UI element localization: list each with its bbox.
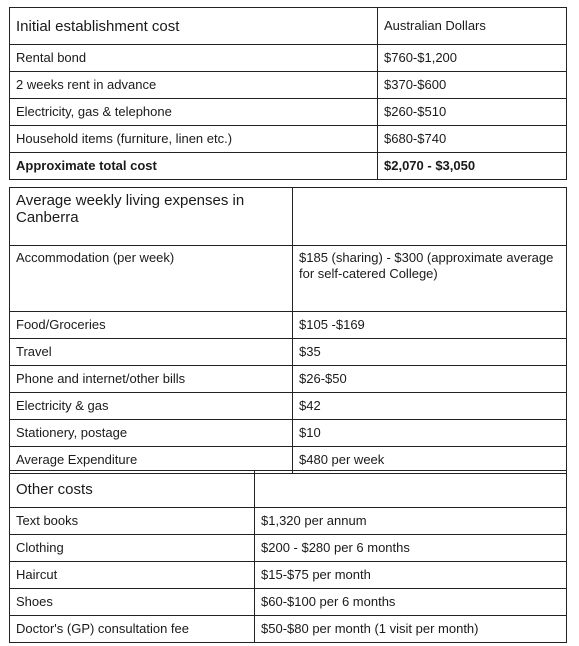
expense-value: $480 per week: [293, 447, 567, 474]
cost-item: Shoes: [10, 589, 255, 616]
table-row: [10, 508, 567, 535]
cost-value: $50-$80 per month (1 visit per month): [255, 616, 567, 643]
header-cell: Australian Dollars: [378, 8, 567, 45]
cost-item: Electricity, gas & telephone: [10, 99, 378, 126]
table-row: [10, 562, 567, 589]
expense-value: $10: [293, 420, 567, 447]
table-row: [10, 312, 567, 339]
expense-item: Food/Groceries: [10, 312, 293, 339]
table-header-row: [10, 471, 567, 508]
table-row: [10, 246, 567, 312]
table-header-row: [10, 8, 567, 45]
table-row: [10, 45, 567, 72]
expense-item: Travel: [10, 339, 293, 366]
table-header-row: [10, 188, 567, 246]
cost-item: 2 weeks rent in advance: [10, 72, 378, 99]
cost-value: $760-$1,200: [378, 45, 567, 72]
weekly-living-expenses-table: [9, 187, 567, 474]
table-row: [10, 393, 567, 420]
table-row: [10, 589, 567, 616]
expense-item: Stationery, postage: [10, 420, 293, 447]
total-row: [10, 153, 567, 180]
table-row: [10, 339, 567, 366]
cost-item: Doctor's (GP) consultation fee: [10, 616, 255, 643]
cost-item: Clothing: [10, 535, 255, 562]
cost-item: Text books: [10, 508, 255, 535]
table-row: [10, 535, 567, 562]
expense-value: $42: [293, 393, 567, 420]
cost-value: $260-$510: [378, 99, 567, 126]
expense-item: Electricity & gas: [10, 393, 293, 420]
cost-value: $60-$100 per 6 months: [255, 589, 567, 616]
expense-value: $185 (sharing) - $300 (approximate average for self-catered College): [293, 246, 567, 312]
table-row: [10, 99, 567, 126]
cost-value: $1,320 per annum: [255, 508, 567, 535]
header-cell: Initial establishment cost: [10, 8, 378, 45]
header-cell: Other costs: [10, 471, 255, 508]
initial-establishment-cost-table: [9, 7, 567, 180]
table-row: [10, 366, 567, 393]
table-row: [10, 616, 567, 643]
table-row: [10, 72, 567, 99]
table-row: [10, 126, 567, 153]
cost-value: $370-$600: [378, 72, 567, 99]
total-label: Approximate total cost: [10, 153, 378, 180]
expense-value: $35: [293, 339, 567, 366]
expense-value: $105 -$169: [293, 312, 567, 339]
expense-item: Average Expenditure: [10, 447, 293, 474]
table-row: [10, 420, 567, 447]
cost-item: Haircut: [10, 562, 255, 589]
cost-item: Household items (furniture, linen etc.): [10, 126, 378, 153]
cost-value: $15-$75 per month: [255, 562, 567, 589]
header-cell: Average weekly living expenses in Canberra: [10, 188, 293, 246]
cost-value: $680-$740: [378, 126, 567, 153]
expense-item: Accommodation (per week): [10, 246, 293, 312]
expense-item: Phone and internet/other bills: [10, 366, 293, 393]
other-costs-table: [9, 470, 567, 643]
expense-value: $26-$50: [293, 366, 567, 393]
cost-value: $200 - $280 per 6 months: [255, 535, 567, 562]
cost-item: Rental bond: [10, 45, 378, 72]
header-cell: [293, 188, 567, 246]
total-value: $2,070 - $3,050: [378, 153, 567, 180]
header-cell: [255, 471, 567, 508]
